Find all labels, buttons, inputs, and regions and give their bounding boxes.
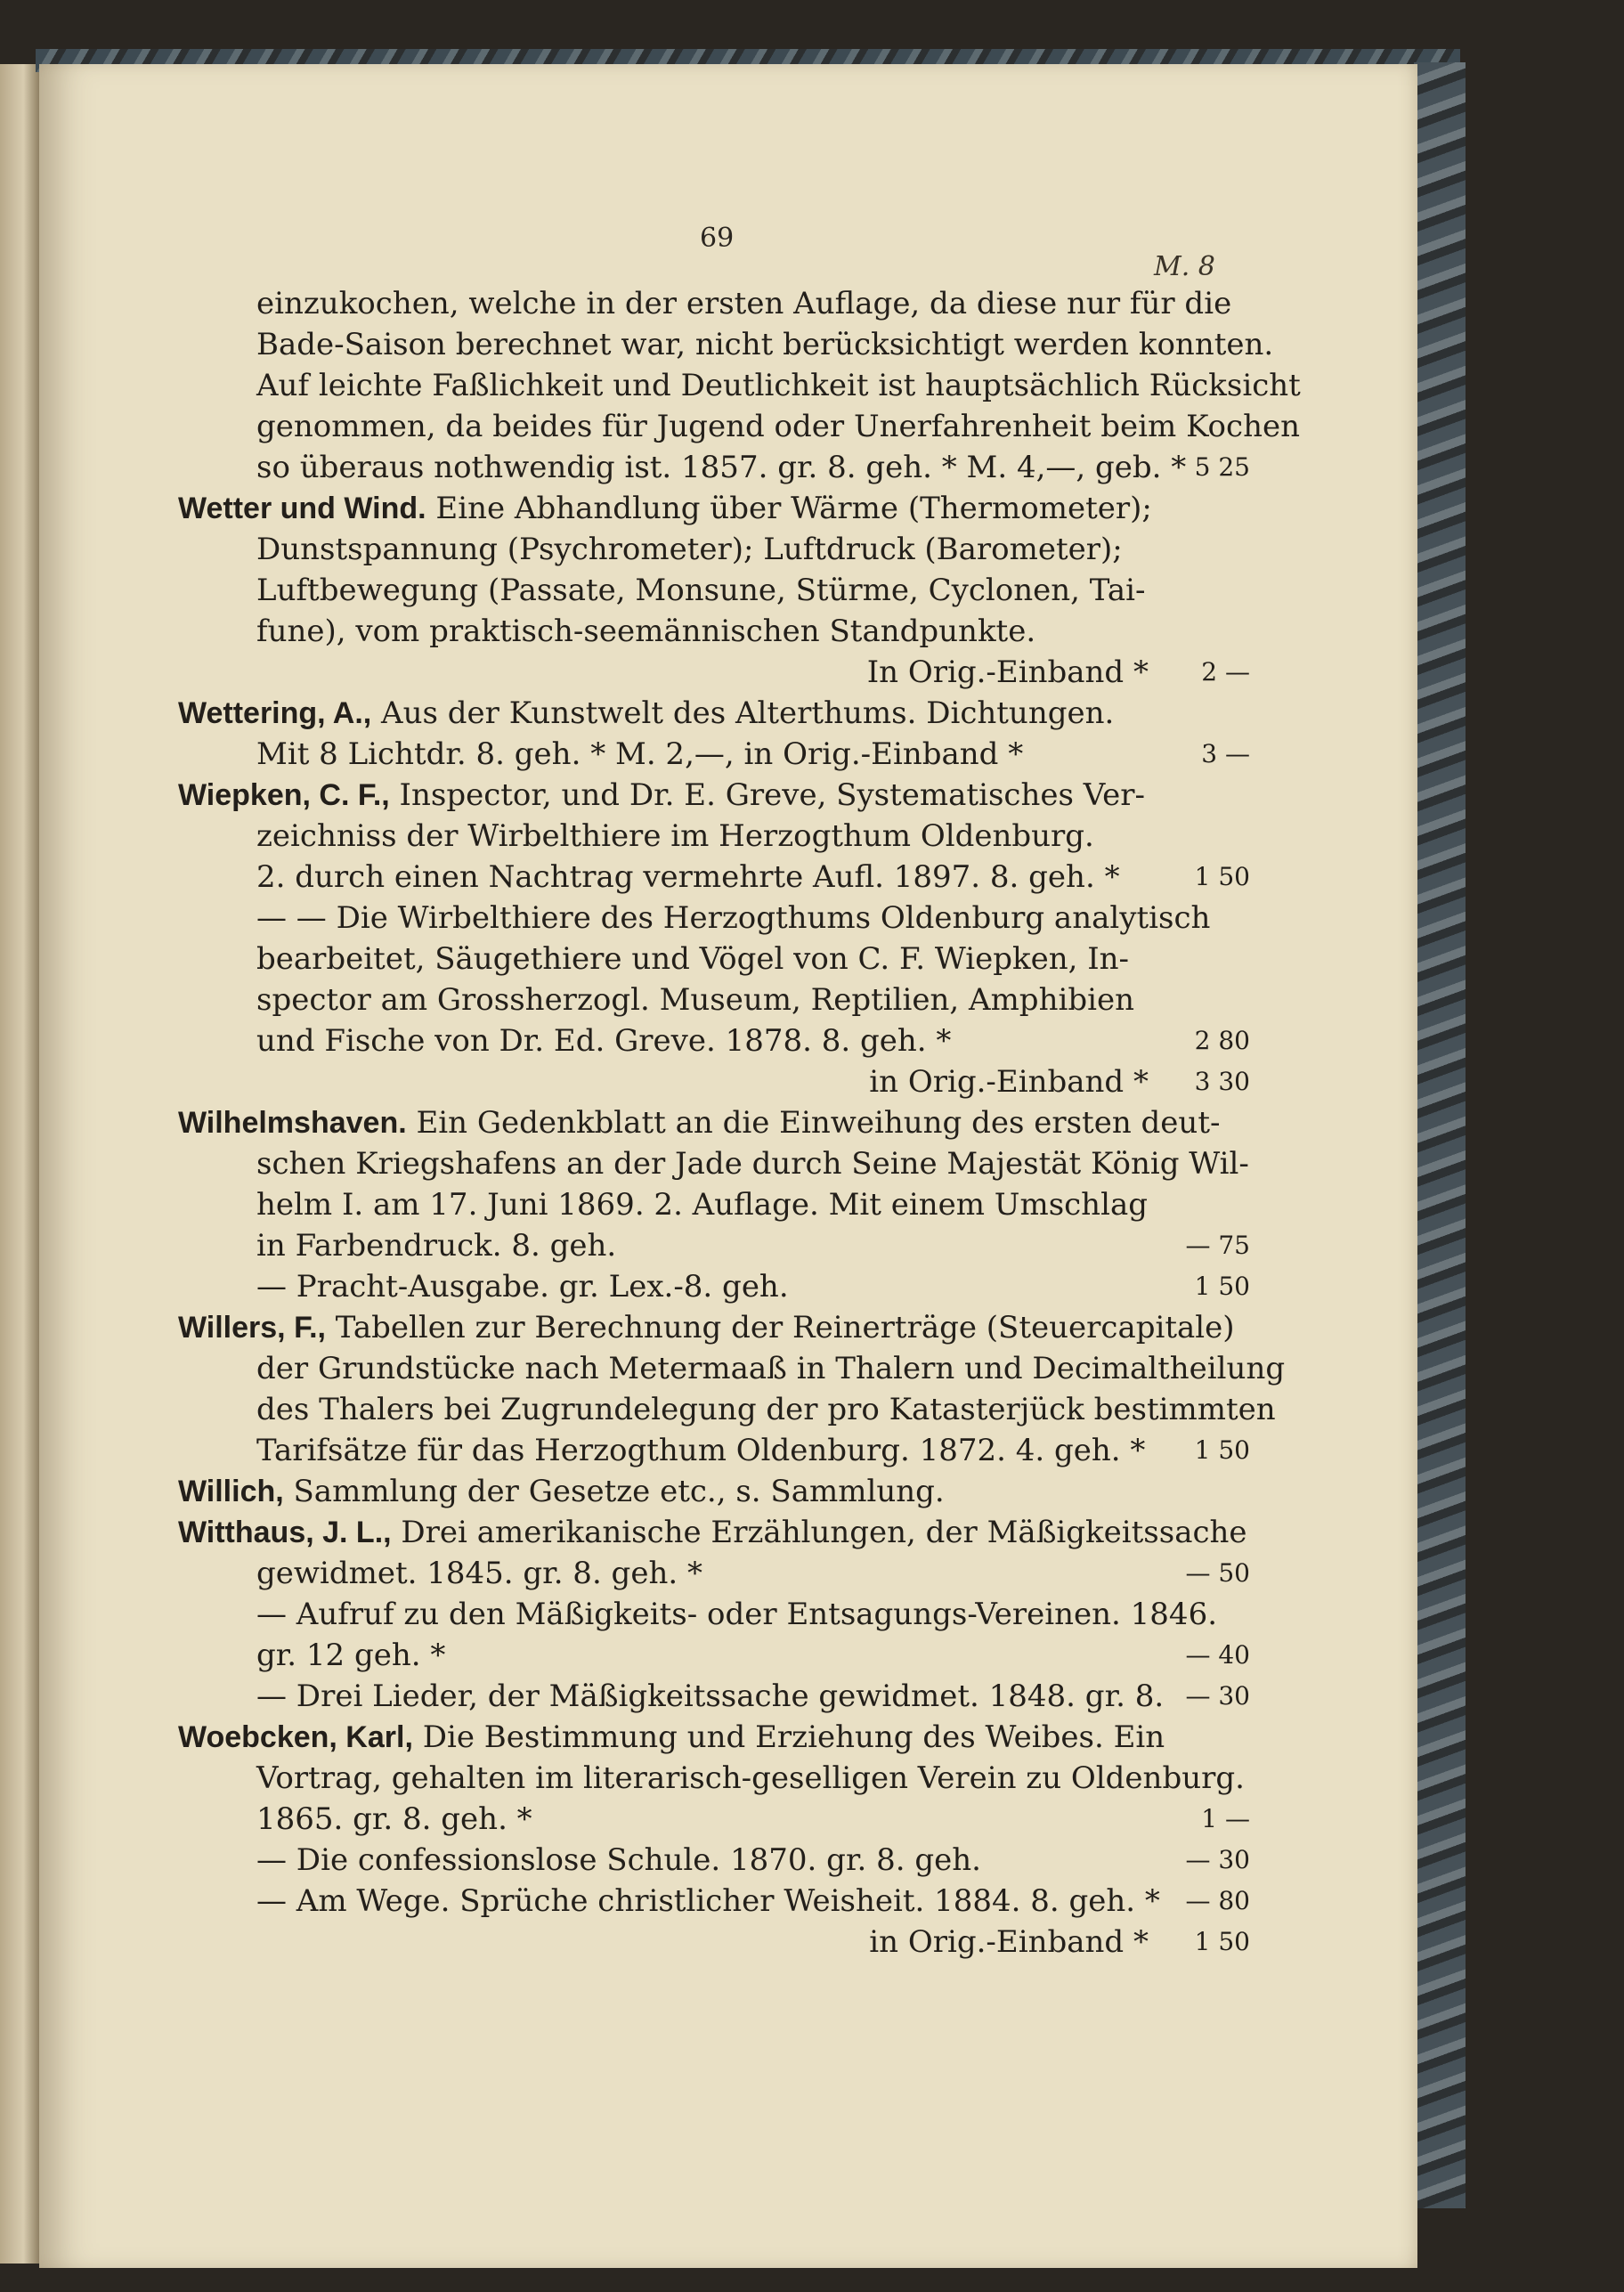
entry-price: 3 30	[1194, 1067, 1250, 1096]
catalog-line	[256, 1020, 1149, 1061]
entry-heading: Willers, F.,	[178, 1311, 326, 1345]
entry-text: Inspector, und Dr. E. Greve, Systematisches Ver-	[389, 777, 1146, 813]
catalog-line	[256, 979, 1149, 1020]
entry-text: und Fische von Dr. Ed. Greve. 1878. 8. geh. *	[256, 1023, 952, 1059]
catalog-line	[178, 693, 1149, 734]
entry-text: — Am Wege. Sprüche christlicher Weisheit. 1884. 8. geh. *	[256, 1883, 1160, 1919]
catalog-line	[256, 365, 1301, 406]
catalog-line	[256, 324, 1274, 365]
entry-text: in Orig.-Einband *	[869, 1924, 1149, 1960]
entry-text: Tarifsätze für das Herzogthum Oldenburg. 1872. 4. geh. *	[256, 1433, 1146, 1468]
entry-price: — 30	[1185, 1845, 1250, 1874]
entry-heading: Woebcken, Karl,	[178, 1720, 413, 1754]
entry-text: — Pracht-Ausgabe. gr. Lex.-8. geh.	[256, 1269, 789, 1304]
catalog-line	[178, 1307, 1235, 1348]
entry-text: einzukochen, welche in der ersten Auflage, da diese nur für die	[256, 286, 1232, 321]
entry-text: Luftbewegung (Passate, Monsune, Stürme, Cyclonen, Tai-	[256, 573, 1146, 608]
entry-text: genommen, da beides für Jugend oder Unerfahrenheit beim Kochen	[256, 409, 1300, 444]
entry-text: Mit 8 Lichtdr. 8. geh. * M. 2,—, in Orig.-Einband *	[256, 736, 1024, 772]
entry-price: 5 25	[1194, 452, 1250, 482]
entry-price: 1 —	[1201, 1804, 1250, 1833]
catalog-line	[178, 1102, 1221, 1143]
entry-text: helm I. am 17. Juni 1869. 2. Auflage. Mit einem Umschlag	[256, 1187, 1148, 1223]
entry-text: — Aufruf zu den Mäßigkeits- oder Entsagungs-Vereinen. 1846.	[256, 1597, 1218, 1632]
catalog-line	[256, 1143, 1249, 1184]
entry-text: — — Die Wirbelthiere des Herzogthums Oldenburg analytisch	[256, 900, 1211, 936]
entry-price: 1 50	[1194, 862, 1250, 891]
catalog-line	[256, 1553, 1149, 1594]
catalog-line	[256, 939, 1149, 979]
catalog-line	[256, 611, 1149, 652]
catalog-line	[256, 1389, 1276, 1430]
entry-price: 2 —	[1201, 657, 1250, 687]
entry-text: 2. durch einen Nachtrag vermehrte Aufl. 1897. 8. geh. *	[256, 859, 1120, 895]
catalog-line	[178, 1922, 1149, 1963]
entry-price: — 30	[1185, 1681, 1250, 1711]
catalog-line	[256, 529, 1149, 570]
catalog-line	[256, 1881, 1160, 1922]
catalog-line	[256, 734, 1149, 775]
catalog-line	[178, 775, 1149, 816]
entry-text: Die Bestimmung und Erziehung des Weibes. Ein	[412, 1719, 1165, 1755]
entry-text: Bade-Saison berechnet war, nicht berücksichtigt werden konnten.	[256, 327, 1274, 362]
catalog-line	[256, 570, 1149, 611]
entry-text: so überaus nothwendig ist. 1857. gr. 8. geh. * M. 4,—, geb. *	[256, 450, 1187, 485]
catalog-line	[256, 898, 1211, 939]
entry-heading: Wetter und Wind.	[178, 492, 426, 525]
catalog-line	[178, 652, 1149, 693]
catalog-line	[256, 1635, 1149, 1676]
catalog-line	[178, 488, 1152, 529]
entry-text: Auf leichte Faßlichkeit und Deutlichkeit ist hauptsächlich Rücksicht	[256, 368, 1301, 403]
entry-text: — Drei Lieder, der Mäßigkeitssache gewidmet. 1848. gr. 8.	[256, 1678, 1165, 1714]
catalog-line	[256, 1266, 1149, 1307]
entry-text: — Die confessionslose Schule. 1870. gr. 8. geh.	[256, 1842, 981, 1878]
entry-price: — 50	[1185, 1558, 1250, 1588]
catalog-line	[256, 816, 1149, 857]
entry-heading: Willich,	[178, 1475, 284, 1508]
entry-price: 1 50	[1194, 1927, 1250, 1956]
entry-text: in Farbendruck. 8. geh.	[256, 1228, 617, 1264]
catalog-line	[256, 1758, 1245, 1799]
entry-text: fune), vom praktisch-seemännischen Standpunkte.	[256, 614, 1036, 649]
entry-text: bearbeitet, Säugethiere und Vögel von C. F. Wiepken, In-	[256, 941, 1130, 977]
entry-price: 3 —	[1201, 739, 1250, 768]
entry-text: Dunstspannung (Psychrometer); Luftdruck (Barometer);	[256, 532, 1123, 567]
entry-heading: Wilhelmshaven.	[178, 1106, 407, 1140]
entry-heading: Wettering, A.,	[178, 696, 372, 730]
entry-text: Aus der Kunstwelt des Alterthums. Dichtungen.	[371, 695, 1115, 731]
entry-text: Vortrag, gehalten im literarisch-geselligen Verein zu Oldenburg.	[256, 1760, 1245, 1796]
entry-text: schen Kriegshafens an der Jade durch Seine Majestät König Wil-	[256, 1146, 1249, 1182]
catalog-line	[256, 283, 1232, 324]
entry-price: — 40	[1185, 1640, 1250, 1670]
catalog-line	[178, 1061, 1149, 1102]
catalog-line	[256, 1676, 1165, 1717]
entry-text: in Orig.-Einband *	[869, 1064, 1149, 1100]
catalog-line	[256, 857, 1149, 898]
catalog-line	[256, 1430, 1149, 1471]
catalog-line	[256, 1799, 1149, 1840]
entry-text: spector am Grossherzogl. Museum, Reptilien, Amphibien	[256, 982, 1134, 1018]
entry-text: gr. 12 geh. *	[256, 1638, 446, 1673]
left-page-edge	[0, 64, 39, 2264]
entry-text: gewidmet. 1845. gr. 8. geh. *	[256, 1556, 702, 1591]
book-cover-right	[1414, 62, 1466, 2208]
entry-text: Ein Gedenkblatt an die Einweihung des ersten deut-	[406, 1105, 1221, 1141]
entry-text: Tabellen zur Berechnung der Reinerträge (Steuercapitale)	[325, 1310, 1235, 1345]
catalog-line	[178, 1512, 1247, 1553]
entry-heading: Witthaus, J. L.,	[178, 1516, 392, 1549]
entry-price: — 80	[1185, 1886, 1250, 1915]
catalog-line	[178, 1471, 1149, 1512]
corner-mark: M. 8	[1154, 251, 1215, 282]
entry-text: 1865. gr. 8. geh. *	[256, 1801, 532, 1837]
entry-text: Eine Abhandlung über Wärme (Thermometer);	[426, 491, 1152, 526]
entry-text: zeichniss der Wirbelthiere im Herzogthum Oldenburg.	[256, 818, 1094, 854]
entry-text: Drei amerikanische Erzählungen, der Mäßigkeitssache	[391, 1515, 1247, 1550]
entry-text: Sammlung der Gesetze etc., s. Sammlung.	[283, 1474, 945, 1509]
entry-price: 1 50	[1194, 1435, 1250, 1465]
entry-price: 1 50	[1194, 1272, 1250, 1301]
catalog-line	[256, 1840, 1149, 1881]
catalog-line	[256, 1184, 1149, 1225]
entry-text: der Grundstücke nach Metermaaß in Thalern und Decimaltheilung	[256, 1351, 1286, 1386]
catalog-line	[256, 1348, 1286, 1389]
entry-heading: Wiepken, C. F.,	[178, 778, 390, 812]
page-number: 69	[700, 223, 735, 254]
entry-text: des Thalers bei Zugrundelegung der pro Katasterjück bestimmten	[256, 1392, 1276, 1427]
catalog-line	[178, 1717, 1165, 1758]
catalog-line	[256, 1225, 1149, 1266]
entry-price: — 75	[1185, 1231, 1250, 1260]
catalog-line	[256, 1594, 1218, 1635]
entry-price: 2 80	[1194, 1026, 1250, 1055]
catalog-line	[256, 447, 1187, 488]
entry-text: In Orig.-Einband *	[866, 654, 1149, 690]
catalog-line	[256, 406, 1300, 447]
